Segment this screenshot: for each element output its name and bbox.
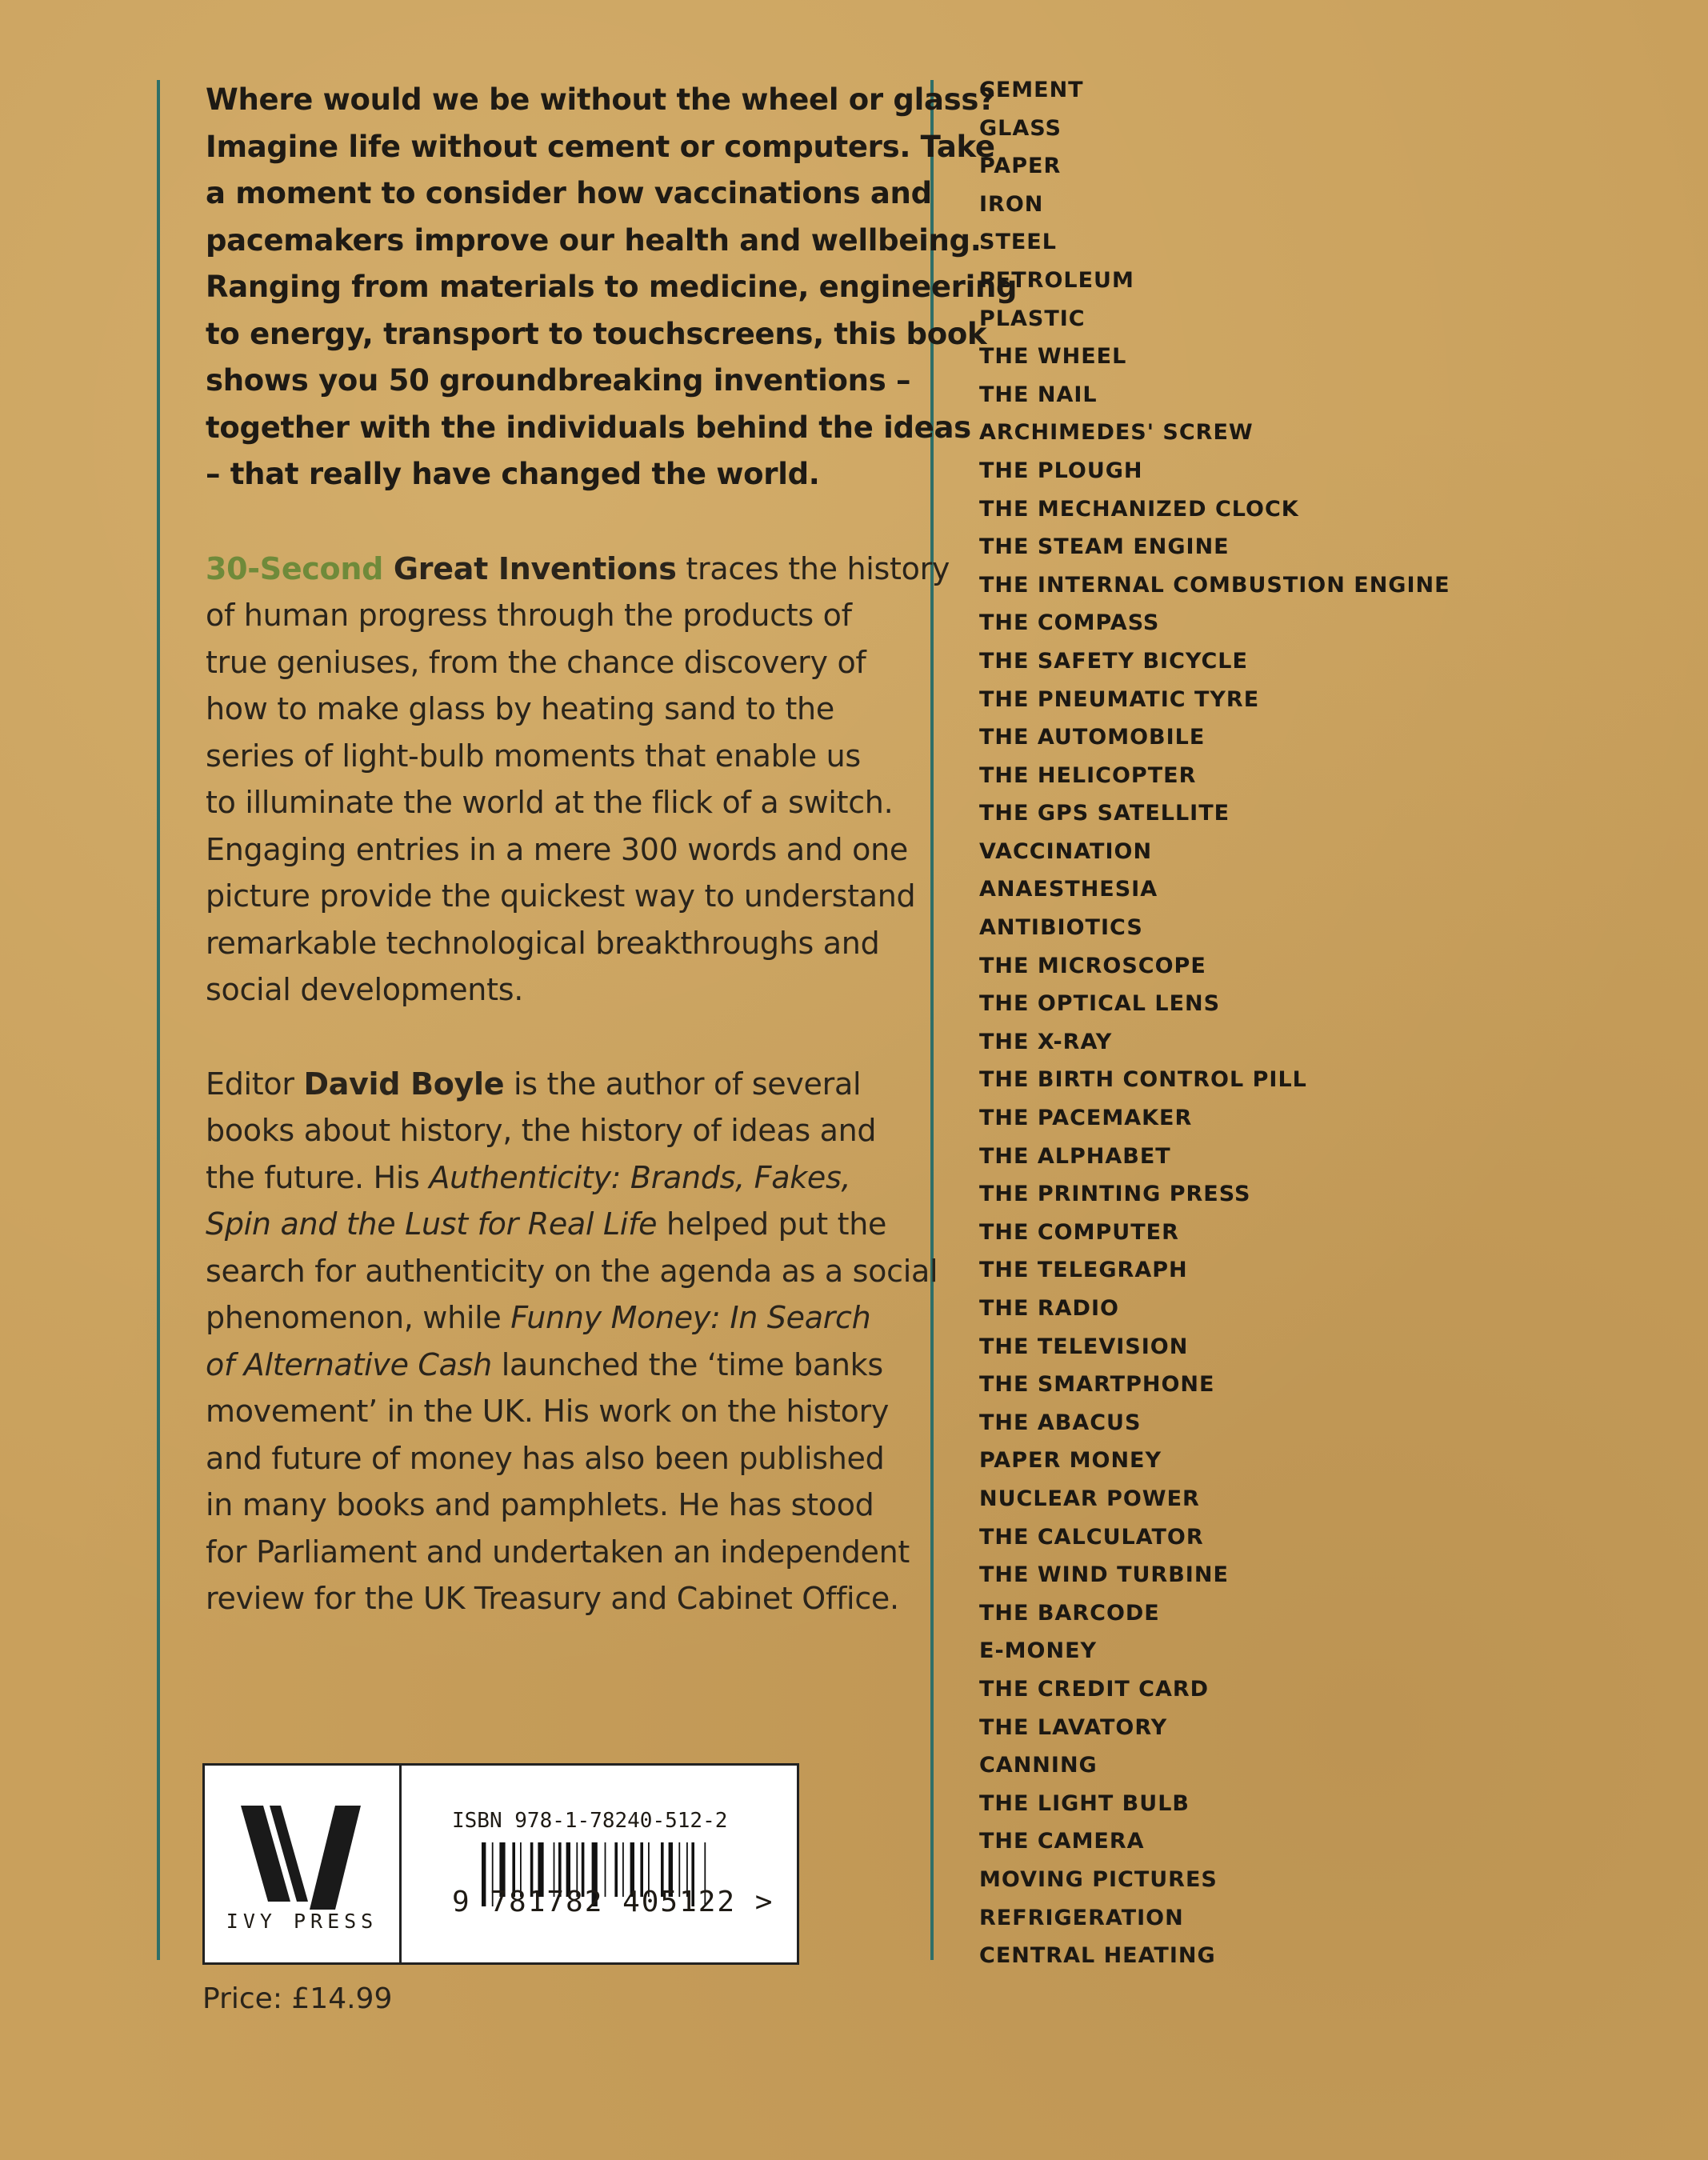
contents-item: THE PNEUMATIC TYRE: [979, 686, 1260, 712]
barcode-panel: [402, 1766, 797, 1962]
text-line: [206, 920, 894, 967]
text-span: to energy, transport to touchscreens, this book: [206, 316, 987, 351]
contents-item: PLASTIC: [979, 306, 1086, 331]
contents-item: THE SMARTPHONE: [979, 1372, 1215, 1398]
text-span: Editor: [206, 1066, 304, 1102]
text-span: traces the history: [676, 550, 950, 586]
text-line: [206, 592, 894, 639]
contents-item: THE WIND TURBINE: [979, 1562, 1229, 1588]
right-column-rule: [930, 80, 934, 1960]
contents-item: THE SAFETY BICYCLE: [979, 648, 1248, 674]
bold-text: David Boyle: [303, 1066, 505, 1102]
text-line: [206, 1248, 938, 1295]
text-span: the future. His: [206, 1159, 430, 1195]
price: Price: £14.99: [202, 1982, 393, 2015]
text-span: movement’ in the UK. His work on the history: [206, 1394, 890, 1429]
contents-item: STEEL: [979, 230, 1057, 255]
contents-item: THE GPS SATELLITE: [979, 801, 1230, 826]
contents-item: CENTRAL HEATING: [979, 1943, 1216, 1969]
contents-list: [979, 75, 1450, 1979]
text-line: [206, 686, 894, 733]
text-line: [206, 1342, 894, 1389]
contents-item: VACCINATION: [979, 838, 1153, 864]
text-span: books about history, the history of ideas and: [206, 1113, 877, 1148]
contents-item: PETROLEUM: [979, 267, 1134, 293]
contents-item: THE STEAM ENGINE: [979, 534, 1230, 560]
text-span: pacemakers improve our health and wellbeing.: [206, 222, 982, 258]
contents-item: THE X-RAY: [979, 1029, 1113, 1054]
contents-item: THE ALPHABET: [979, 1143, 1171, 1169]
text-line: [206, 966, 894, 1014]
italic-title: of Alternative Cash: [206, 1346, 492, 1382]
text-line: [206, 1482, 894, 1529]
contents-item: E-MONEY: [979, 1638, 1098, 1664]
contents-item: THE BIRTH CONTROL PILL: [979, 1067, 1307, 1093]
text-line: [206, 451, 894, 498]
contents-item: CANNING: [979, 1753, 1098, 1778]
contents-item: THE LAVATORY: [979, 1714, 1168, 1740]
contents-item: THE NAIL: [979, 382, 1098, 407]
text-line: [206, 1154, 894, 1202]
contents-item: NUCLEAR POWER: [979, 1486, 1200, 1511]
contents-item: ANAESTHESIA: [979, 877, 1158, 902]
contents-item: THE ABACUS: [979, 1410, 1142, 1435]
contents-item: THE LIGHT BULB: [979, 1790, 1190, 1816]
text-span: a moment to consider how vaccinations and: [206, 176, 932, 210]
text-line: [206, 1107, 894, 1154]
contents-item: THE AUTOMOBILE: [979, 725, 1206, 750]
left-column-rule: [157, 80, 160, 1960]
contents-item: THE PRINTING PRESS: [979, 1182, 1251, 1207]
contents-item: THE WHEEL: [979, 344, 1127, 370]
text-line: [206, 1201, 894, 1248]
publisher-barcode-label: [202, 1763, 799, 1965]
text-line: [206, 546, 950, 593]
contents-item: THE PLOUGH: [979, 458, 1143, 483]
text-line: [206, 218, 982, 265]
text-span: helped put the: [657, 1206, 887, 1242]
italic-title: Spin and the Lust for Real Life: [206, 1206, 658, 1242]
text-span: Where would we be without the wheel or glass?: [206, 82, 996, 117]
contents-item: THE RADIO: [979, 1296, 1119, 1321]
text-line: [206, 733, 894, 780]
contents-item: THE INTERNAL COMBUSTION ENGINE: [979, 572, 1450, 598]
contents-item: MOVING PICTURES: [979, 1866, 1218, 1892]
contents-item: CEMENT: [979, 78, 1084, 102]
contents-item: THE TELEGRAPH: [979, 1258, 1188, 1283]
contents-item: THE HELICOPTER: [979, 762, 1197, 788]
text-span: Ranging from materials to medicine, engineering: [206, 270, 1018, 304]
contents-item: THE CALCULATOR: [979, 1524, 1204, 1550]
ivy-press-logo: [205, 1766, 402, 1962]
text-line: [206, 358, 911, 405]
contents-item: THE COMPUTER: [979, 1219, 1179, 1245]
text-line: [206, 873, 916, 920]
contents-item: THE PACEMAKER: [979, 1106, 1193, 1131]
text-span: true geniuses, from the chance discovery of: [206, 644, 866, 680]
blurb-paragraph-2: [206, 546, 950, 1014]
contents-item: THE MICROSCOPE: [979, 953, 1206, 978]
text-line: [206, 1061, 894, 1108]
text-line: [206, 124, 995, 171]
text-span: and future of money has also been published: [206, 1440, 885, 1476]
text-span: of human progress through the products of: [206, 598, 852, 633]
italic-title: Funny Money: In Search: [510, 1300, 871, 1335]
text-span: for Parliament and undertaken an independent: [206, 1534, 910, 1570]
text-span: Engaging entries in a mere 300 words and one: [206, 831, 908, 867]
text-span: series of light-bulb moments that enable us: [206, 738, 861, 774]
contents-item: THE COMPASS: [979, 610, 1160, 636]
text-line: [206, 170, 932, 218]
text-span: search for authenticity on the agenda as a social: [206, 1253, 938, 1289]
text-span: launched the ‘time banks: [491, 1346, 883, 1382]
text-span: Imagine life without cement or computers. Take: [206, 129, 995, 164]
text-span: remarkable technological breakthroughs and: [206, 925, 880, 961]
contents-item: ANTIBIOTICS: [979, 915, 1143, 941]
text-line: [206, 405, 971, 452]
text-line: [206, 1435, 894, 1482]
text-line: [206, 1294, 894, 1342]
text-span: social developments.: [206, 972, 523, 1007]
contents-item: THE MECHANIZED CLOCK: [979, 496, 1299, 522]
bold-text: Great Inventions: [393, 550, 677, 586]
italic-title: Authenticity: Brands, Fakes,: [429, 1159, 851, 1195]
text-line: [206, 77, 996, 124]
contents-item: THE TELEVISION: [979, 1334, 1189, 1359]
contents-item: GLASS: [979, 115, 1062, 141]
text-span: in many books and pamphlets. He has stood: [206, 1487, 874, 1522]
contents-item: REFRIGERATION: [979, 1905, 1184, 1930]
text-line: [206, 826, 908, 874]
contents-item: THE CREDIT CARD: [979, 1676, 1210, 1702]
text-line: [206, 639, 894, 686]
text-span: is the author of several: [504, 1066, 862, 1102]
ean-number: 9 781782 405122 >: [452, 1886, 774, 1918]
contents-item: ARCHIMEDES' SCREW: [979, 420, 1254, 446]
contents-item: THE OPTICAL LENS: [979, 991, 1221, 1017]
text-span: to illuminate the world at the flick of a switch.: [206, 785, 894, 820]
ivy-logo-icon: [241, 1806, 362, 1910]
text-span: together with the individuals behind the ideas: [206, 410, 971, 445]
text-line: [206, 1529, 910, 1576]
series-name: 30-Second: [206, 550, 394, 586]
text-line: [206, 1388, 894, 1435]
contents-item: THE BARCODE: [979, 1600, 1160, 1626]
text-span: phenomenon, while: [206, 1300, 511, 1335]
text-span: picture provide the quickest way to understand: [206, 878, 916, 914]
contents-item: THE CAMERA: [979, 1829, 1145, 1854]
contents-item: PAPER: [979, 154, 1062, 179]
blurb-paragraph-3: [206, 1061, 938, 1622]
text-span: shows you 50 groundbreaking inventions –: [206, 363, 911, 398]
isbn-text: ISBN 978-1-78240-512-2: [452, 1809, 728, 1833]
contents-item: PAPER MONEY: [979, 1448, 1162, 1474]
publisher-name: IVY PRESS: [226, 1910, 378, 1933]
text-line: [206, 779, 894, 826]
text-line: [206, 311, 987, 358]
text-line: [206, 1575, 899, 1622]
text-line: [206, 264, 1018, 311]
text-span: – that really have changed the world.: [206, 457, 820, 491]
text-span: review for the UK Treasury and Cabinet Office.: [206, 1581, 899, 1616]
text-span: how to make glass by heating sand to the: [206, 691, 834, 726]
contents-item: IRON: [979, 191, 1044, 217]
